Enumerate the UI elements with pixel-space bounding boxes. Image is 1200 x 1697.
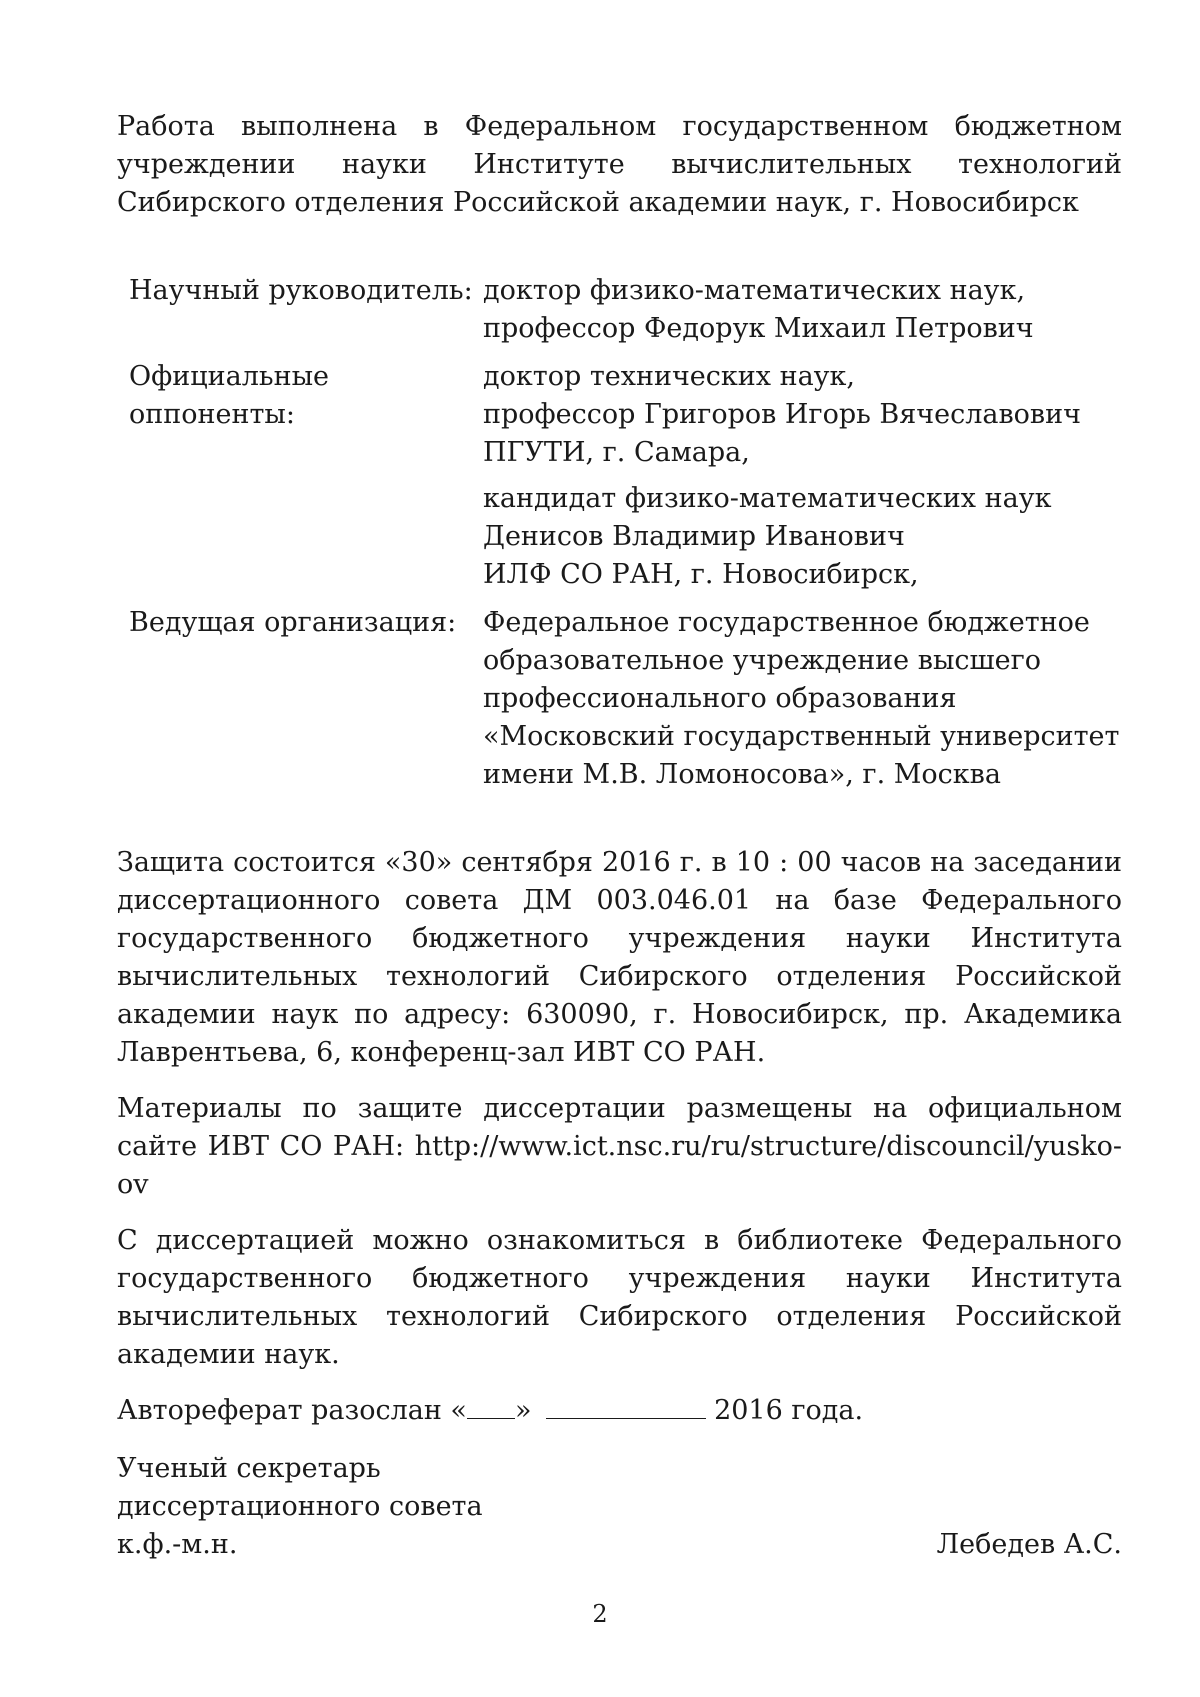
leading-org-line: профессионального образования (483, 680, 1122, 718)
supervisor-line: доктор физико-математических наук, (483, 272, 1122, 310)
opponent-line: доктор технических наук, (483, 358, 1122, 396)
opponent-line: Денисов Владимир Иванович (483, 518, 1122, 556)
sent-prefix: Автореферат разослан « (117, 1395, 467, 1426)
day-blank (467, 1396, 515, 1419)
page-number: 2 (0, 1600, 1200, 1628)
opponents-row (117, 358, 1122, 594)
opponent-first (483, 358, 1122, 472)
leading-org-label: Ведущая организация: (117, 604, 483, 794)
sent-suffix: 2016 года. (714, 1395, 863, 1426)
library-paragraph: С диссертацией можно ознакомиться в библиотеке Федерального государственного бюджетного учреждения науки Института вычислительных технологий Сибирского отделения Российской академии наук. (117, 1222, 1122, 1374)
sent-mid: » (515, 1395, 532, 1426)
supervisor-value (483, 272, 1122, 348)
opponents-value (483, 358, 1122, 594)
supervisor-row (117, 272, 1122, 348)
supervisor-label: Научный руководитель: (117, 272, 483, 348)
materials-text: Материалы по защите диссертации размещены на официальном сайте ИВТ СО РАН: (117, 1093, 1122, 1162)
page-content (117, 108, 1122, 1564)
signature-line: Ученый секретарь (117, 1450, 1122, 1488)
leading-org-line: «Московский государственный университет (483, 718, 1122, 756)
leading-org-line: образовательное учреждение высшего (483, 642, 1122, 680)
month-blank (546, 1396, 706, 1419)
opponents-label: Официальные оппоненты: (117, 358, 483, 594)
signature-line: диссертационного совета (117, 1488, 1122, 1526)
intro-paragraph: Работа выполнена в Федеральном государственном бюджетном учреждении науки Институте вычислительных технологий Сибирского отделения Российской академии наук, г. Новосибирск (117, 108, 1122, 222)
leading-org-value (483, 604, 1122, 794)
leading-org-line: Федеральное государственное бюджетное (483, 604, 1122, 642)
leading-org-line: имени М.В. Ломоносова», г. Москва (483, 756, 1122, 794)
materials-paragraph (117, 1090, 1122, 1204)
info-table (117, 272, 1122, 794)
signature-block (117, 1450, 1122, 1564)
opponent-line: ПГУТИ, г. Самара, (483, 434, 1122, 472)
opponent-second (483, 480, 1122, 594)
signature-name: Лебедев А.С. (937, 1526, 1122, 1564)
signature-line: к.ф.-м.н. (117, 1526, 1122, 1564)
opponent-line: кандидат физико-математических наук (483, 480, 1122, 518)
sent-line (117, 1392, 1122, 1430)
opponent-line: ИЛФ СО РАН, г. Новосибирск, (483, 556, 1122, 594)
defense-paragraph: Защита состоится «30» сентября 2016 г. в 10 : 00 часов на заседании диссертационного совета ДМ 003.046.01 на базе Федерального государственного бюджетного учреждения науки Института вычислительных технологий Сибирского отделения Российской академии наук по адресу: 630090, г. Новосибирск, пр. Академика Лаврентьева, 6, конференц-зал ИВТ СО РАН. (117, 844, 1122, 1072)
leading-org-row (117, 604, 1122, 794)
supervisor-line: профессор Федорук Михаил Петрович (483, 310, 1122, 348)
materials-url[interactable]: http://www.ict.nsc.ru/ru/structure/discouncil/yusko-ov (117, 1131, 1122, 1200)
opponent-line: профессор Григоров Игорь Вячеславович (483, 396, 1122, 434)
